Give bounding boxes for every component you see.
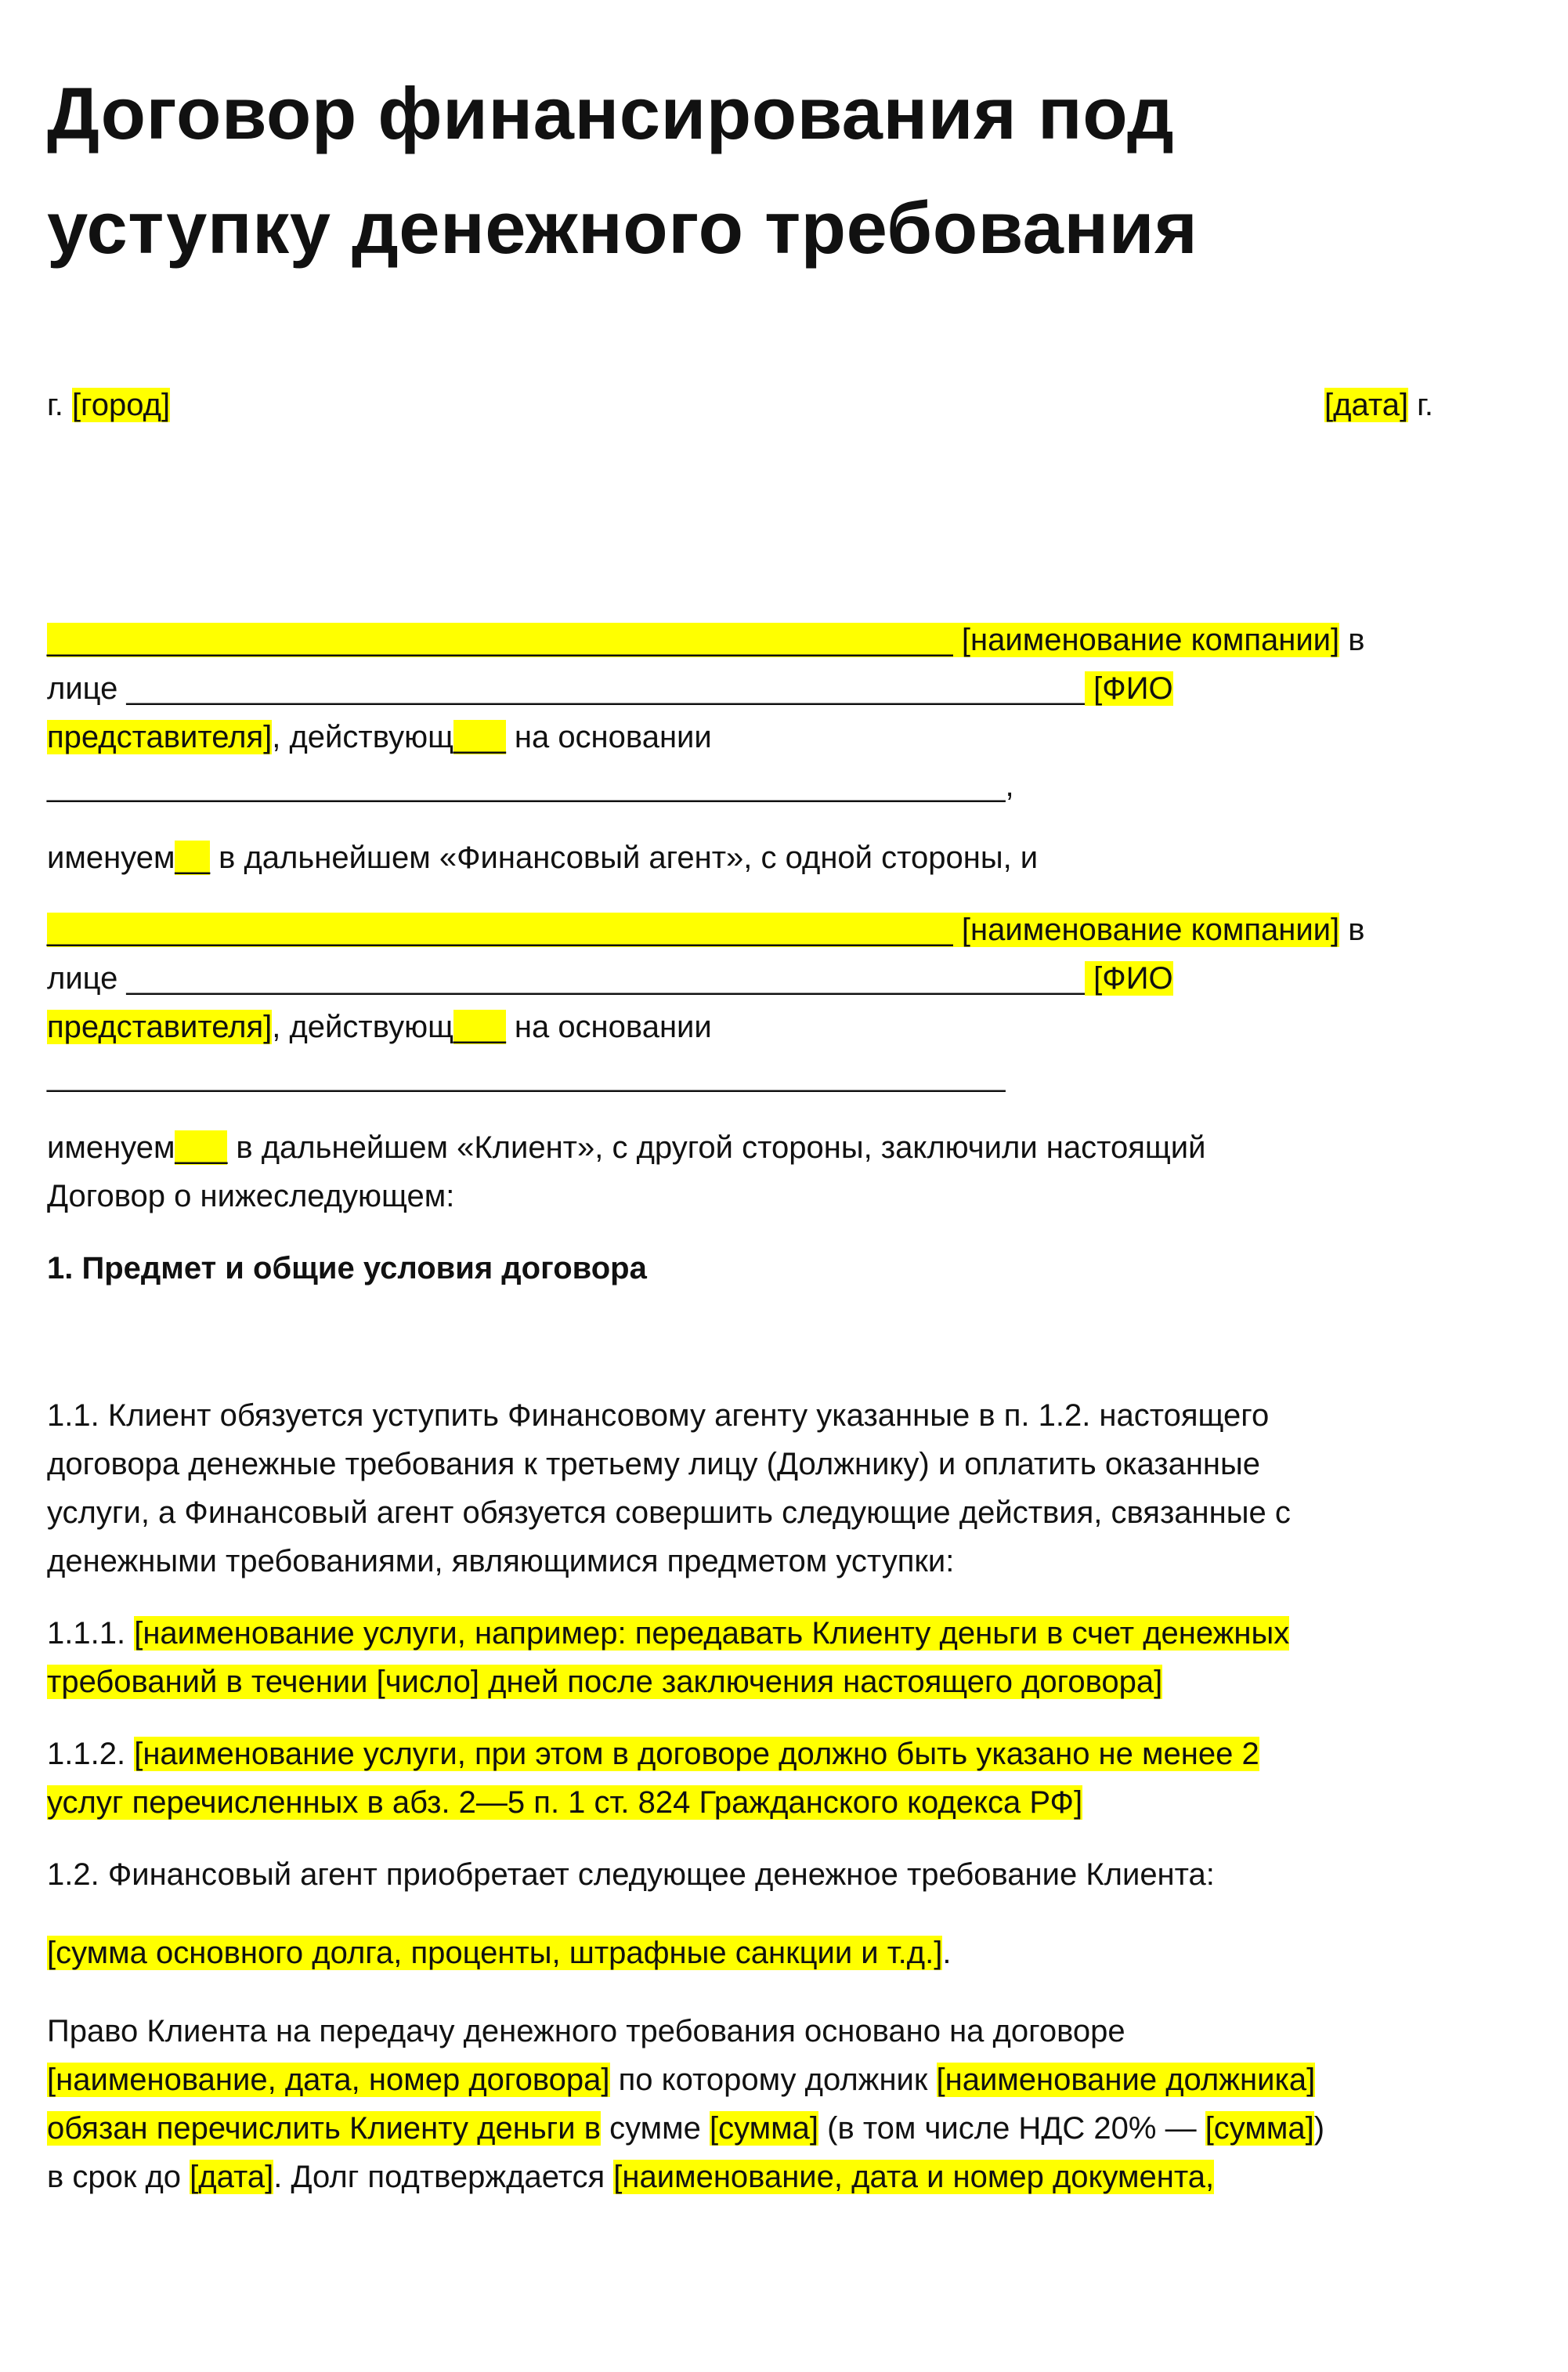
party-2-block: ____________________________________________________ [наименование компании] в лице _______________________________________________________ [ФИО представителя], действующ___ на основании _______________________________________________________ bbox=[47, 913, 1365, 1093]
company-placeholder-2: [наименование компании] bbox=[952, 913, 1340, 947]
date-placeholder: [дата] bbox=[1324, 388, 1409, 422]
title-line-1: Договор финансирования под bbox=[47, 72, 1175, 154]
named-client: именуем___ в дальнейшем «Клиент», с другой стороны, заключили настоящий Договор о нижеследующем: bbox=[47, 1130, 1206, 1213]
document-title bbox=[47, 56, 1499, 285]
claim-basis-paragraph: Право Клиента на передачу денежного требования основано на договоре [наименование, дата, номер договора] по которому должник [наименование должника] обязан перечислить Клиенту деньги в сумме [сумма] (в том числе НДС 20% — [сумма]) в срок до [дата]. Долг подтверждается [наименование, дата и номер документа, bbox=[47, 2014, 1325, 2194]
company-placeholder-1: [наименование компании] bbox=[952, 623, 1340, 657]
party-1-block: ____________________________________________________ [наименование компании] в лице _______________________________________________________ [ФИО представителя], действующ___ на основании _______________________________________________________, bbox=[47, 623, 1365, 803]
city-field: г. [город] bbox=[47, 388, 171, 422]
title-line-2: уступку денежного требования bbox=[47, 186, 1198, 269]
clause-1-1: 1.1. Клиент обязуется уступить Финансовому агенту указанные в п. 1.2. настоящего договора денежные требования к третьему лицу (Должнику) и оплатить оказанные услуги, а Финансовый агент обязуется совершить следующие действия, связанные с денежными требованиями, являющимися предметом уступки: bbox=[47, 1398, 1291, 1578]
clause-1-2: 1.2. Финансовый агент приобретает следующее денежное требование Клиента: bbox=[47, 1857, 1215, 1892]
debt-amount-placeholder: [сумма основного долга, проценты, штрафные санкции и т.д.]. bbox=[47, 1936, 952, 1970]
date-field: [дата] г. bbox=[1324, 388, 1433, 422]
fio-placeholder-2: [ФИО bbox=[1085, 961, 1173, 996]
city-placeholder: [город] bbox=[71, 388, 171, 422]
clause-1-1-2: 1.1.2. [наименование услуги, при этом в договоре должно быть указано не менее 2 услуг перечисленных в абз. 2—5 п. 1 ст. 824 Гражданского кодекса РФ] bbox=[47, 1737, 1259, 1820]
named-financial-agent: именуем__ в дальнейшем «Финансовый агент», с одной стороны, и bbox=[47, 841, 1039, 875]
fio-placeholder-1: [ФИО bbox=[1085, 671, 1173, 706]
city-date-row bbox=[47, 381, 1433, 429]
section-1-heading: 1. Предмет и общие условия договора bbox=[47, 1251, 647, 1285]
clause-1-1-1: 1.1.1. [наименование услуги, например: передавать Клиенту деньги в счет денежных требований в течении [число] дней после заключения настоящего договора] bbox=[47, 1616, 1290, 1699]
